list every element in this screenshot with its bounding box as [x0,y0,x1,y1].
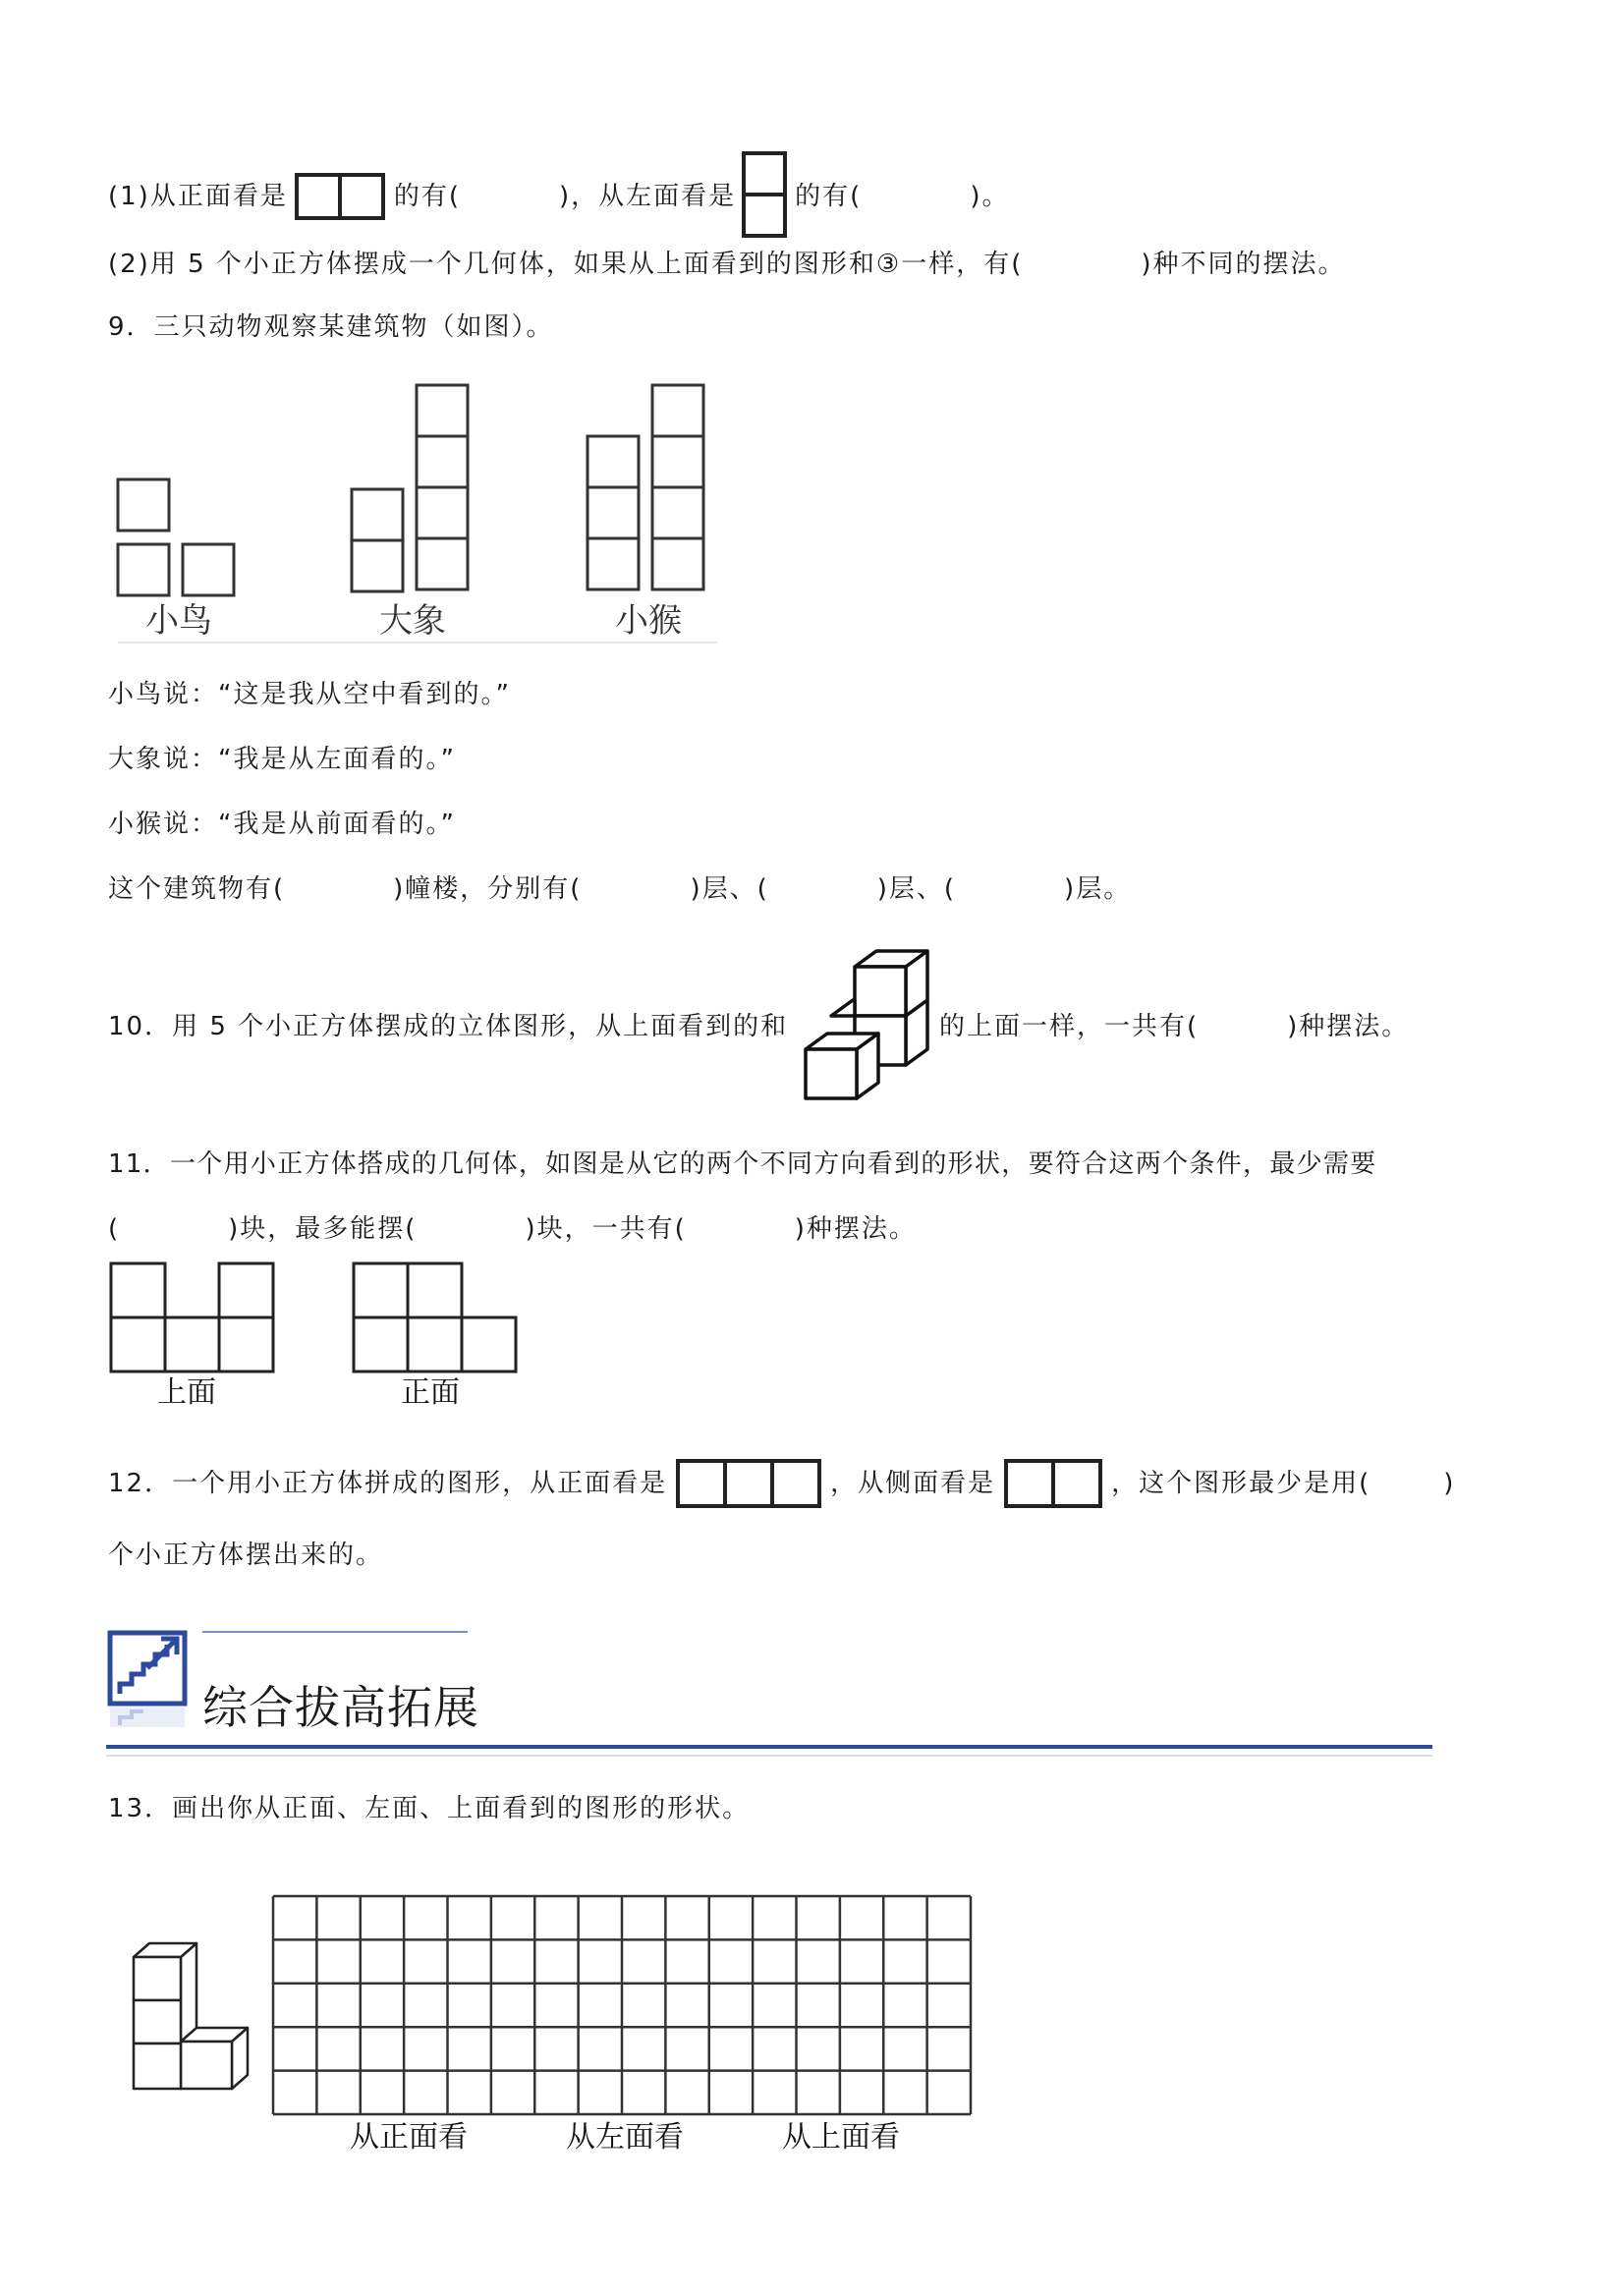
q10-text3: )种摆法。 [1287,1012,1410,1041]
bird-view-figure [118,479,234,595]
q8-part2-text1: (2)用 5 个小正方体摆成一个几何体，如果从上面看到的图形和③一样，有( [108,250,1024,279]
q13-left-label: 从左面看 [566,2120,684,2155]
stairs-icon [106,1629,189,1731]
q11-l2d: )种摆法。 [794,1214,917,1244]
q13-solid-figure [130,1937,255,2112]
section-divider [106,1745,1432,1749]
q9-answer-t4: )层、( [876,874,957,904]
q11-line2 [108,1212,917,1246]
monkey-statement: 小猴说：“我是从前面看的。” [108,810,456,839]
q12-line1 [108,1458,1455,1509]
q13-front-label: 从正面看 [350,2120,468,2155]
monkey-view-figure [588,385,703,589]
q8-part1-suffix: )。 [970,181,1010,211]
bird-statement: 小鸟说：“这是我从空中看到的。” [108,680,511,709]
q12-front-view-figure [675,1458,822,1509]
q12-t3: ，这个图形最少是用( [1111,1468,1371,1498]
q8-part2-text2: )种不同的摆法。 [1141,250,1346,279]
q11-front-label: 正面 [401,1375,460,1410]
q8-part1-line [108,149,1009,244]
q9-answer-t3: )层、( [690,874,769,904]
q8-part1-prefix: (1)从正面看是 [108,181,288,211]
q8-part1-mid2: )，从左面看是 [559,181,737,211]
q11-l2c: )块，一共有( [525,1214,687,1244]
q10-line [108,1010,788,1043]
section-title: 综合拔高拓展 [202,1682,479,1733]
section-title-overline [202,1631,468,1633]
q12-line2: 个小正方体摆出来的。 [108,1540,384,1570]
q12-t4: ) [1443,1468,1456,1498]
q9-answer-line [108,872,1131,906]
q13-stem: 13．画出你从正面、左面、上面看到的图形的形状。 [108,1794,751,1823]
q11-top-view-figure [111,1263,273,1372]
q11-l2b: )块，最多能摆( [228,1214,418,1244]
q12-side-view-figure [1003,1458,1103,1509]
q10-text2: 的上面一样，一共有( [939,1012,1200,1041]
q12-t2: ，从侧面看是 [830,1468,996,1498]
q8-part1-mid3: 的有( [795,181,863,211]
elephant-label: 大象 [379,601,446,641]
q9-answer-t2: )幢楼，分别有( [393,874,583,904]
q11-top-label: 上面 [157,1375,216,1410]
bird-label: 小鸟 [145,601,212,641]
section-divider-shadow [106,1755,1432,1757]
q12-t1: 12．一个用小正方体拼成的图形，从正面看是 [108,1468,668,1498]
q13-top-label: 从上面看 [782,2120,900,2155]
q10-cube-stack-figure [802,947,931,1104]
q11-views-figure [108,1260,531,1377]
q11-front-view-figure [354,1263,516,1372]
q11-l2a: ( [108,1214,121,1244]
left-view-vertical-squares-figure [740,149,791,244]
q8-part2-line [108,248,1346,281]
elephant-statement: 大象说：“我是从左面看的。” [108,745,456,774]
front-view-two-squares-figure [294,172,388,221]
q10-text1: 10．用 5 个小正方体摆成的立体图形，从上面看到的和 [108,1012,789,1041]
q10-line-rest [939,1010,1409,1043]
q9-stem: 9．三只动物观察某建筑物（如图）。 [108,312,554,342]
q13-drawing-grid [271,1894,975,2118]
q9-answer-t5: )层。 [1064,874,1132,904]
elephant-view-figure [352,385,468,591]
q11-line1: 11．一个用小正方体搭成的几何体，如图是从它的两个不同方向看到的形状，要符合这两个条件，最少需要 [108,1149,1377,1179]
q8-part1-mid1: 的有( [393,181,461,211]
q9-answer-t1: 这个建筑物有( [108,874,286,904]
monkey-label: 小猴 [615,601,682,641]
